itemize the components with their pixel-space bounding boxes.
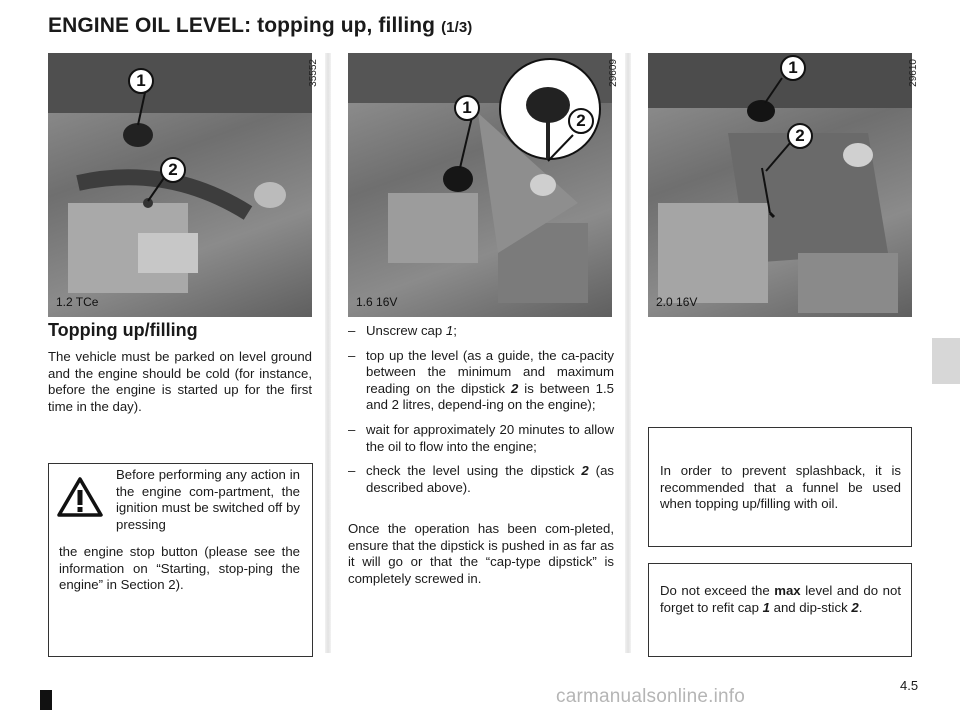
engine-illustration-1	[48, 53, 312, 317]
photo-caption: 1.2 TCe	[56, 295, 99, 309]
callout-2: 2	[568, 108, 594, 134]
info-box-funnel	[648, 427, 912, 547]
warning-box	[48, 463, 313, 657]
warning-triangle-icon	[57, 476, 103, 518]
callout-1: 1	[128, 68, 154, 94]
warning-text-indented: Before performing any action in the engine com-partment, the ignition must be switched off by pressing	[116, 467, 300, 532]
list-item: – top up the level (as a guide, the ca-pacity between the minimum and maximum reading on the dipstick 2 is between 1.5 and 2 litres, depend-ing on the engine);	[348, 347, 614, 413]
steps-list	[348, 323, 614, 504]
photo-code: 35552	[308, 59, 319, 87]
callout-2: 2	[787, 123, 813, 149]
column-divider	[625, 53, 631, 653]
page-title: ENGINE OIL LEVEL: topping up, filling (1/3)	[48, 14, 473, 37]
chapter-tab	[932, 338, 960, 384]
callout-1: 1	[780, 55, 806, 81]
engine-photo-1	[48, 53, 319, 317]
engine-illustration-2	[348, 53, 612, 317]
watermark: carmanualsonline.info	[556, 686, 746, 707]
info-text: Do not exceed the max level and do not forget to refit cap 1 and dip-stick 2.	[660, 583, 901, 615]
column-divider	[325, 53, 331, 653]
photo-caption: 1.6 16V	[356, 295, 398, 309]
photo-code: 29610	[908, 59, 919, 87]
closing-paragraph: Once the operation has been com-pleted, ensure that the dipstick is pushed in as far as it will go or that the “cap-type dipstick” is completely screwed in.	[348, 521, 614, 586]
black-marker	[40, 690, 52, 710]
page-part: (1/3)	[441, 19, 473, 36]
warning-text-rest: the engine stop button (please see the information on “Starting, stop-ping the engine” in Section 2).	[59, 544, 300, 593]
photo-caption: 2.0 16V	[656, 295, 698, 309]
info-box-max-level	[648, 563, 912, 657]
intro-paragraph: The vehicle must be parked on level ground and the engine should be cold (for instance, before the engine is started up for the first time in the day).	[48, 349, 312, 414]
engine-photo-2	[348, 53, 619, 317]
page-number: 4.5	[900, 678, 919, 693]
list-item: – Unscrew cap 1;	[348, 323, 457, 338]
engine-photo-3	[648, 53, 919, 317]
info-text: In order to prevent splashback, it is recommended that a funnel be used when topping up/filling with oil.	[660, 463, 901, 512]
callout-2: 2	[160, 157, 186, 183]
photo-code: 29609	[608, 59, 619, 87]
section-heading: Topping up/filling	[48, 320, 198, 340]
list-item: – check the level using the dipstick 2 (as described above).	[348, 463, 614, 495]
engine-illustration-3	[648, 53, 912, 317]
list-item: – wait for approximately 20 minutes to allow the oil to flow into the engine;	[348, 421, 614, 454]
callout-1: 1	[454, 95, 480, 121]
